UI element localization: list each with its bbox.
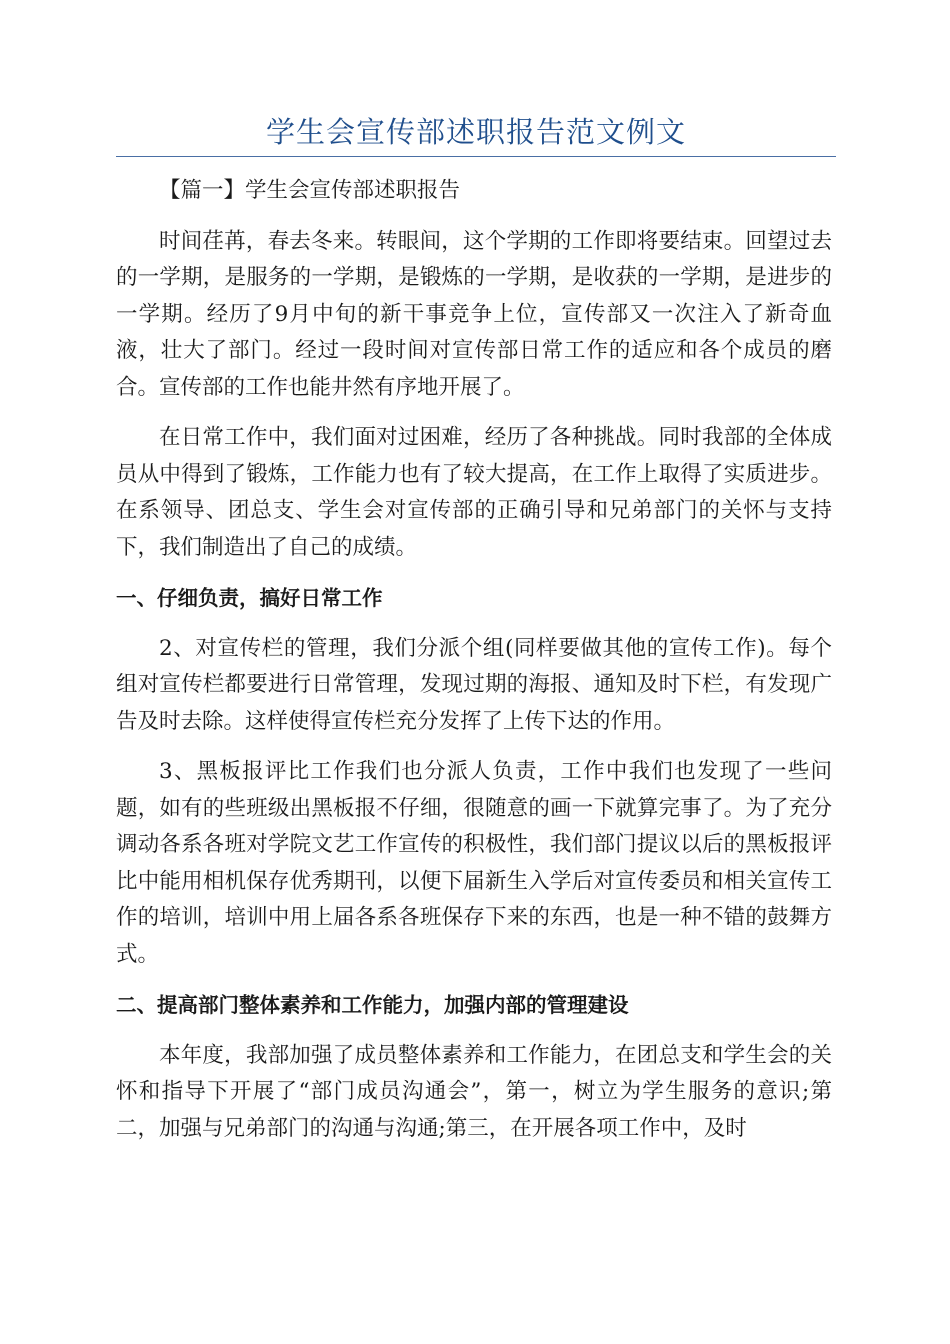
title-block <box>116 112 836 157</box>
section-label: 【篇一】学生会宣传部述职报告 <box>159 178 461 203</box>
paragraph-intro: 时间荏苒，春去冬来。转眼间，这个学期的工作即将要结束。回望过去的一学期，是服务的一学期，是锻炼的一学期，是收获的一学期，是进步的一学期。经历了9月中旬的新干事竞争上位，宣传部又一次注入了新奇血液，壮大了部门。经过一段时间对宣传部日常工作的适应和各个成员的磨合。宣传部的工作也能井然有序地开展了。 <box>116 228 832 400</box>
heading-section-1: 一、仔细负责，搞好日常工作 <box>116 586 383 610</box>
document-body <box>116 173 832 1161</box>
paragraph-team-building: 本年度，我部加强了成员整体素养和工作能力，在团总支和学生会的关怀和指导下开展了“部门成员沟通会”，第一，树立为学生服务的意识;第二，加强与兄弟部门的沟通与沟通;第三，在开展各项工作中，及时 <box>116 1042 832 1141</box>
document-title: 学生会宣传部述职报告范文例文 <box>265 115 686 149</box>
paragraph-blackboard: 3、黑板报评比工作我们也分派人负责，工作中我们也发现了一些问题，如有的些班级出黑板报不仔细，很随意的画一下就算完事了。为了充分调动各系各班对学院文艺工作宣传的积极性，我们部门提议以后的黑板报评比中能用相机保存优秀期刊，以便下届新生入学后对宣传委员和相关宣传工作的培训，培训中用上届各系各班保存下来的东西，也是一种不错的鼓舞方式。 <box>116 759 832 967</box>
paragraph-bulletin-board: 2、对宣传栏的管理，我们分派个组(同样要做其他的宣传工作)。每个组对宣传栏都要进行日常管理，发现过期的海报、通知及时下栏，有发现广告及时去除。这样使得宣传栏充分发挥了上传下达的作用。 <box>116 635 832 734</box>
heading-section-2: 二、提高部门整体素养和工作能力，加强内部的管理建设 <box>116 993 629 1017</box>
paragraph-daily-work: 在日常工作中，我们面对过困难，经历了各种挑战。同时我部的全体成员从中得到了锻炼，工作能力也有了较大提高，在工作上取得了实质进步。在系领导、团总支、学生会对宣传部的正确引导和兄弟部门的关怀与支持下，我们制造出了自己的成绩。 <box>116 425 832 560</box>
